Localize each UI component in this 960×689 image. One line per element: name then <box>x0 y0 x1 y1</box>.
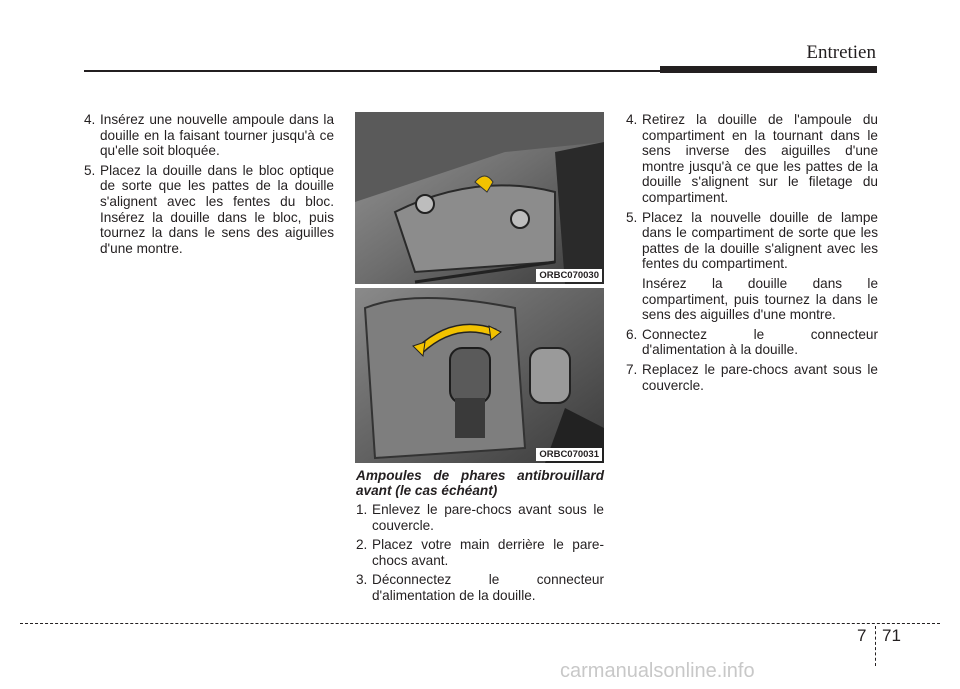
step-text: Insérez une nouvelle ampoule dans la douille en la faisant tourner jusqu'à ce qu'elle soit bloquée. <box>100 112 334 159</box>
step-number: 5. <box>626 209 638 225</box>
step-number: 6. <box>626 326 638 342</box>
header-rule <box>84 70 664 72</box>
step-5-continuation: Insérez la douille dans le compartiment, puis tournez la dans le sens des aiguilles d'une montre. <box>642 275 878 323</box>
step-number: 3. <box>356 572 368 588</box>
step-number: 4. <box>626 112 638 127</box>
step-3 <box>356 572 604 603</box>
header-rule-accent <box>660 66 877 73</box>
page-number-separator <box>875 626 876 666</box>
right-column <box>626 112 878 393</box>
step-5 <box>84 163 334 257</box>
page-title: Entretien <box>806 42 876 63</box>
step-number: 4. <box>84 112 96 127</box>
watermark: carmanualsonline.info <box>560 660 755 682</box>
step-4 <box>84 112 334 159</box>
step-text: Replacez le pare-chocs avant sous le couvercle. <box>642 361 878 393</box>
step-number: 5. <box>84 162 96 178</box>
step-number: 1. <box>356 502 368 517</box>
step-number: 2. <box>356 537 368 553</box>
figure-caption: ORBC070030 <box>536 269 602 282</box>
step-1 <box>356 502 604 533</box>
chapter-number: 7 <box>857 626 867 645</box>
figure-bulb-socket <box>355 288 604 463</box>
step-text: Enlevez le pare-chocs avant sous le couvercle. <box>372 502 604 533</box>
figure-headlamp-cover <box>355 112 604 284</box>
step-6 <box>626 327 878 358</box>
step-5 <box>626 210 878 272</box>
step-text: Déconnectez le connecteur d'alimentation de la douille. <box>372 572 604 603</box>
step-4 <box>626 112 878 206</box>
step-text: Connectez le connecteur d'alimentation à la douille. <box>642 326 878 358</box>
section-heading: Ampoules de phares antibrouillard avant (le cas échéant) <box>356 468 604 498</box>
left-column <box>84 112 334 256</box>
step-text: Retirez la douille de l'ampoule du compartiment en la tournant dans le sens inverse des aiguilles d'une montre jusqu'à ce que les pattes de la douille s'alignent sur le filetage du compartiment. <box>642 112 878 205</box>
middle-column <box>356 468 604 604</box>
figure-caption: ORBC070031 <box>536 448 602 461</box>
step-text: Placez la douille dans le bloc optique de sorte que les pattes de la douille s'alignent avec les fentes du bloc. Insérez la douille dans le bloc, puis tournez la dans le sens des aiguilles d'une montre. <box>100 162 334 256</box>
footer-rule <box>20 623 940 624</box>
step-2 <box>356 537 604 568</box>
step-number: 7. <box>626 361 638 377</box>
step-text: Placez votre main derrière le pare-chocs avant. <box>372 537 604 568</box>
step-7 <box>626 362 878 393</box>
step-text: Placez la nouvelle douille de lampe dans le compartiment de sorte que les pattes de la douille s'alignent avec les fentes du compartiment. <box>642 209 878 272</box>
page-number: 71 <box>882 626 901 645</box>
